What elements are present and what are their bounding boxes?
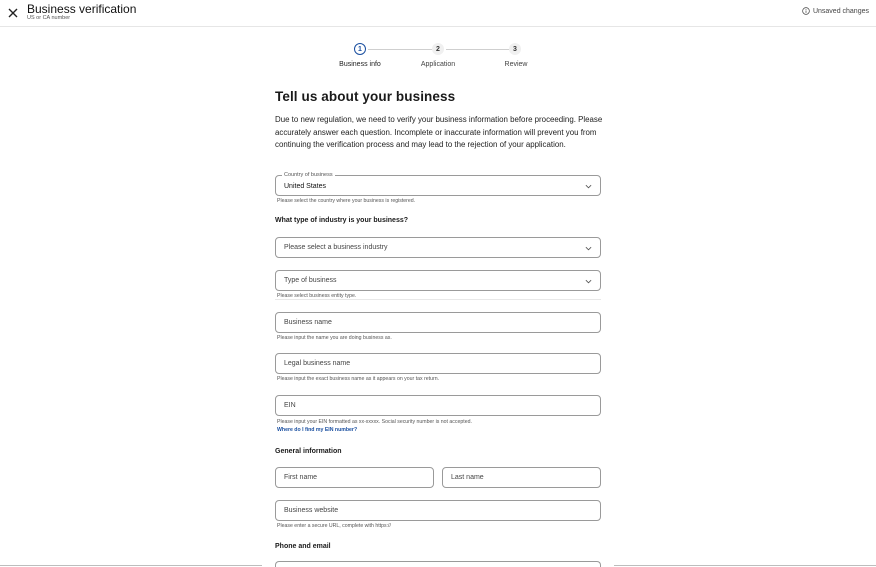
step-1-label: Business info bbox=[339, 61, 381, 68]
unsaved-changes-indicator bbox=[802, 7, 869, 15]
business-type-select[interactable] bbox=[275, 270, 601, 291]
industry-question: What type of industry is your business? bbox=[275, 217, 409, 224]
chevron-down-icon bbox=[585, 245, 592, 252]
website-placeholder: Business website bbox=[284, 507, 339, 514]
country-helper: Please select the country where your business is registered. bbox=[277, 198, 416, 204]
footer-edge bbox=[614, 565, 876, 566]
top-bar bbox=[0, 0, 876, 27]
first-name-placeholder: First name bbox=[284, 474, 318, 481]
page-subtitle: US or CA number bbox=[27, 15, 71, 21]
country-label: Country of business bbox=[284, 172, 333, 178]
business-type-helper: Please select business entity type. bbox=[277, 293, 357, 299]
business-type-placeholder: Type of business bbox=[284, 277, 337, 284]
step-2-label: Application bbox=[420, 61, 456, 68]
step-3-label: Review bbox=[504, 61, 528, 68]
footer-edge bbox=[0, 565, 262, 566]
legal-name-helper: Please input the exact business name as it appears on your tax return. bbox=[277, 376, 440, 382]
step-1-indicator: 1 bbox=[354, 43, 366, 55]
website-helper: Please enter a secure URL, complete with https:// bbox=[277, 523, 391, 529]
business-name-helper: Please input the name you are doing business as. bbox=[277, 335, 392, 341]
first-name-input[interactable] bbox=[275, 467, 434, 488]
step-2-indicator: 2 bbox=[432, 43, 444, 55]
chevron-down-icon bbox=[585, 183, 592, 190]
country-value: United States bbox=[284, 183, 327, 190]
step-3-indicator: 3 bbox=[509, 43, 521, 55]
step-connector bbox=[446, 49, 510, 50]
business-name-input[interactable] bbox=[275, 312, 601, 333]
ein-placeholder: EIN bbox=[284, 402, 296, 409]
ein-input[interactable] bbox=[275, 395, 601, 416]
page-title: Business verification bbox=[27, 2, 137, 16]
close-icon[interactable] bbox=[6, 6, 20, 20]
phone-input[interactable] bbox=[275, 561, 601, 567]
industry-select[interactable] bbox=[275, 237, 601, 258]
phone-email-label: Phone and email bbox=[275, 543, 331, 550]
industry-placeholder: Please select a business industry bbox=[284, 244, 388, 251]
country-select[interactable] bbox=[275, 172, 601, 196]
divider bbox=[275, 299, 601, 300]
chevron-down-icon bbox=[585, 278, 592, 285]
legal-name-placeholder: Legal business name bbox=[284, 360, 351, 367]
unsaved-changes-text: Unsaved changes bbox=[812, 7, 869, 15]
step-connector bbox=[368, 49, 432, 50]
business-website-input[interactable] bbox=[275, 500, 601, 521]
ein-help-link[interactable]: Where do I find my EIN number? bbox=[277, 427, 358, 433]
last-name-placeholder: Last name bbox=[451, 474, 484, 481]
form-intro: Due to new regulation, we need to verify your business information before proceeding. Please accurately answer each question. Incomplete or inaccurate information will prevent you from continuing the verification process and may lead to the rejection of your application. bbox=[275, 115, 603, 150]
general-info-label: General information bbox=[275, 448, 342, 455]
business-name-placeholder: Business name bbox=[284, 319, 332, 326]
last-name-input[interactable] bbox=[442, 467, 601, 488]
info-icon bbox=[802, 7, 810, 15]
form-heading: Tell us about your business bbox=[275, 89, 456, 104]
ein-helper: Please input your EIN formatted as xx-xxxxx. Social security number is not accepted. bbox=[277, 419, 472, 425]
legal-business-name-input[interactable] bbox=[275, 353, 601, 374]
